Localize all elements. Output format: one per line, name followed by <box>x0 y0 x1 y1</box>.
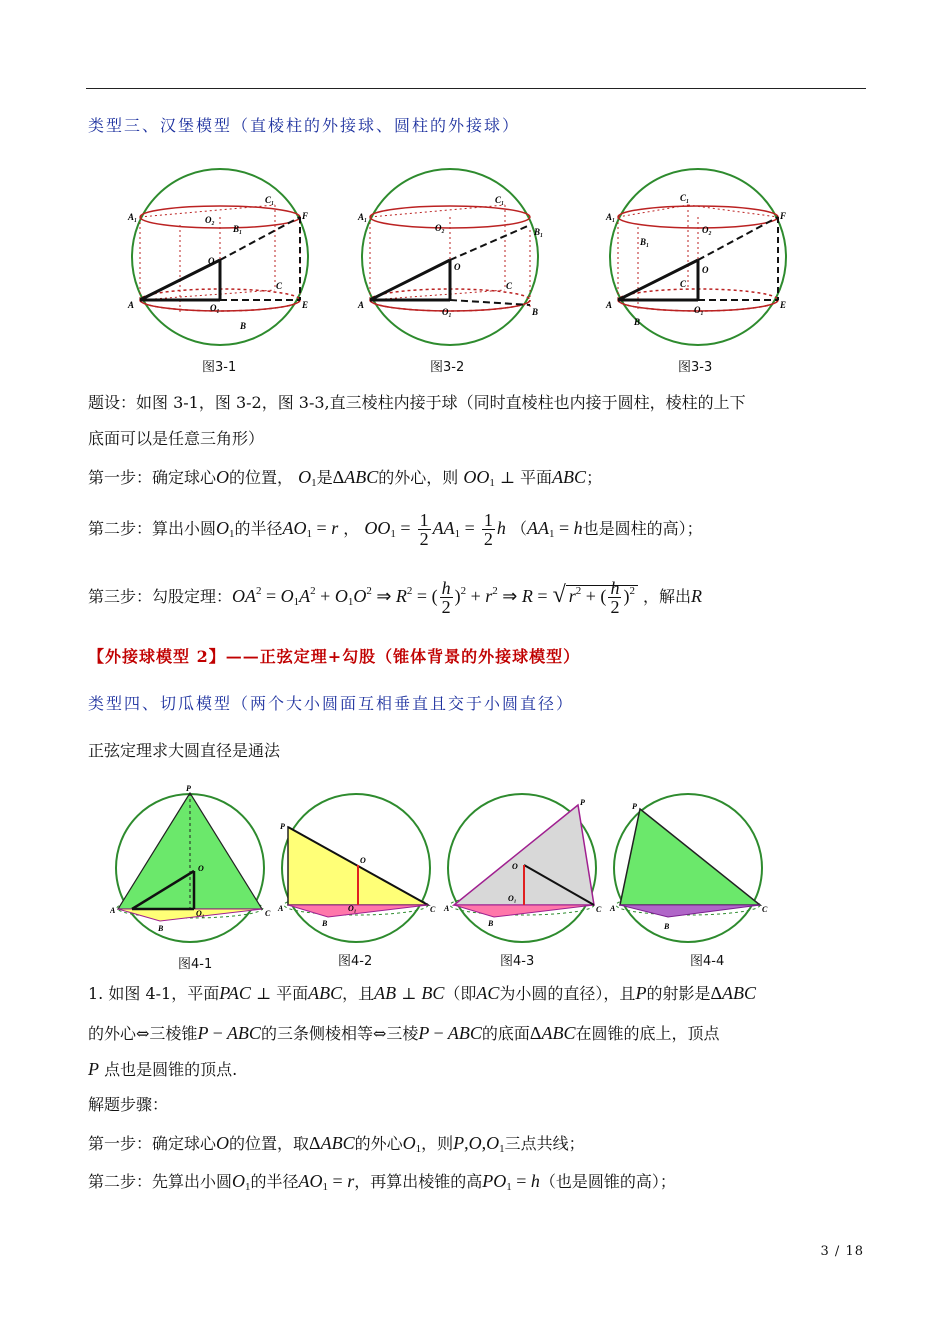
label-O1-4-1: O₁ <box>196 909 205 918</box>
label-F-3-3: F <box>780 211 787 221</box>
label-C-4-1: C <box>265 909 271 918</box>
label-O-4-3: O <box>512 862 518 871</box>
label-B-4-4: B <box>664 922 670 931</box>
p4-l2b: 三棱锥 <box>149 1024 198 1043</box>
figure-4-1 <box>110 784 271 942</box>
p4-l2d: 三棱 <box>386 1024 419 1043</box>
caption-4-2: 图4-2 <box>338 954 373 969</box>
label-A1-3-2: A₁ <box>358 212 368 222</box>
label-E-3-1: E <box>302 300 309 310</box>
step3-line: 第三步：勾股定理：$OA^2 = O_1A^2 + O_1O^2$ ⇒ $R^2$ = ( $\frac{h}{2}$ )$^2 + r^2$ ⇒ R = √ $r^2$ + ( $\frac{h}{2}$ )$^2$ ，解出R <box>88 578 703 618</box>
step2-note2: 也是圆柱的高）； <box>582 519 703 538</box>
p4-s1a: 第一步：确定球心 <box>88 1134 217 1153</box>
p4-l2e: 的底面 <box>481 1024 530 1043</box>
label-O2-3-3: O₂ <box>702 225 712 235</box>
label-A-4-2: A <box>278 904 284 913</box>
p4-l1e: 为小圆的直径），且 <box>499 984 636 1003</box>
label-C-3-3: C <box>680 279 687 289</box>
label-F-3-1: F <box>302 211 309 221</box>
figures-3 <box>100 165 820 380</box>
problem4-step1: 第一步：确定球心O的位置，取ΔABC的外心$O_1$，则$P,O,O_1$三点共线； <box>88 1133 585 1155</box>
p4-l1d: （即 <box>444 984 477 1003</box>
label-B-4-3: B <box>488 919 494 928</box>
p4-s1e: 三点共线； <box>504 1134 585 1153</box>
figure-3-3 <box>605 169 786 345</box>
header-rule <box>86 88 866 89</box>
label-O-3-3: O <box>702 265 709 275</box>
label-E-3-3: E <box>780 300 787 310</box>
label-O1-3-3: O₁ <box>694 305 704 315</box>
p4-s1b: 的位置，取 <box>229 1134 310 1153</box>
caption-4-3: 图4-3 <box>500 954 535 969</box>
step1-prefix: 第一步：确定球心 <box>88 468 217 487</box>
step1-end: ； <box>586 468 603 487</box>
problem4-line3: P 点也是圆锥的顶点. <box>88 1059 238 1079</box>
figure-3-2 <box>357 169 543 345</box>
label-C-3-2: C <box>506 281 513 291</box>
label-O-3-2: O <box>454 262 461 272</box>
figure-4-4 <box>609 794 768 942</box>
label-P-4-4: P <box>632 802 637 811</box>
label-A-4-1: A <box>110 906 116 915</box>
problem4-line4: 解题步骤： <box>88 1095 169 1114</box>
p4-l2f: 在圆锥的底上，顶点 <box>575 1024 720 1043</box>
label-A-3-1: A <box>128 300 135 310</box>
figure-4-3 <box>443 794 602 942</box>
p4-l1a: 1. 如图 4-1，平面 <box>88 984 220 1003</box>
label-B-3-2: B <box>532 307 539 317</box>
label-A-3-2: A <box>358 300 365 310</box>
label-B-3-3: B <box>634 317 641 327</box>
label-B-4-2: B <box>322 919 328 928</box>
caption-3-1: 图3-1 <box>202 360 237 375</box>
label-B1-3-3: B₁ <box>640 237 650 247</box>
step1-line: 第一步：确定球心O的位置， $O_1$是ΔABC的外心，则 $OO_1$ ⊥ 平面ABC； <box>88 467 603 489</box>
p4-l3a: 点也是圆锥的顶点. <box>104 1060 238 1079</box>
step1-mid2: 是 <box>316 468 333 487</box>
p4-s2c: ，再算出棱锥的高 <box>354 1172 483 1191</box>
label-C-4-3: C <box>596 905 602 914</box>
label-A-4-4: A <box>610 904 616 913</box>
label-P-4-1: P <box>186 784 191 793</box>
label-O2-3-1: O₂ <box>205 215 215 225</box>
problem4-line1: 1. 如图 4-1，平面PAC ⊥ 平面ABC，且AB ⊥ BC（即AC为小圆的直径），且P的射影是ΔABC <box>88 983 757 1003</box>
model2-title: 【外接球模型 2】——正弦定理+勾股（锥体背景的外接球模型） <box>88 647 581 666</box>
label-B-4-1: B <box>158 924 164 933</box>
label-O-3-1: O <box>208 256 215 266</box>
step1-mid1: 的位置， <box>229 468 294 487</box>
problem3-line1: 题设：如图 3-1，图 3-2，图 3-3,直三棱柱内接于球（同时直棱柱也内接于圆柱，棱柱的上下 <box>88 393 746 412</box>
label-O1-3-2: O₁ <box>442 307 452 317</box>
label-A-4-3: A <box>444 904 450 913</box>
section3-title: 类型三、汉堡模型（直棱柱的外接球、圆柱的外接球） <box>88 116 521 135</box>
label-O-4-2: O <box>360 856 366 865</box>
p4-l1f: 的射影是 <box>646 984 711 1003</box>
label-O1-4-2: O₁ <box>348 904 357 913</box>
label-A1-3-1: A₁ <box>128 212 138 222</box>
figures-4 <box>110 783 810 948</box>
label-P-4-2: P <box>280 822 285 831</box>
step1-mid4: 平面 <box>520 468 553 487</box>
figure-3-1 <box>127 169 308 345</box>
label-B1-3-1: B₁ <box>233 224 243 234</box>
label-C1-3-1: C₁ <box>265 195 275 205</box>
step2-prefix: 第二步：算出小圆 <box>88 519 217 538</box>
caption-3-3: 图3-3 <box>678 360 713 375</box>
label-P-4-3: P <box>580 798 585 807</box>
p4-s2a: 第二步：先算出小圆 <box>88 1172 233 1191</box>
figure-4-2 <box>277 794 436 942</box>
caption-3-2: 图3-2 <box>430 360 465 375</box>
problem4-line2: 的外心⇔三棱锥P − ABC的三条侧棱相等⇔三棱P − ABC的底面ΔABC在圆锥的底上，顶点 <box>88 1023 720 1043</box>
label-O1-4-3: O₁ <box>508 894 517 903</box>
p4-l2c: 的三条侧棱相等 <box>260 1024 373 1043</box>
label-O2-3-2: O₂ <box>435 223 445 233</box>
label-C1-3-3: C₁ <box>680 193 690 203</box>
section4-intro: 正弦定理求大圆直径是通法 <box>88 741 281 760</box>
label-C1-3-2: C₁ <box>495 195 505 205</box>
label-O1-3-1: O₁ <box>210 303 220 313</box>
p4-s1d: ，则 <box>421 1134 454 1153</box>
label-C-4-4: C <box>762 905 768 914</box>
p4-s1c: 的外心 <box>354 1134 403 1153</box>
section4-title: 类型四、切瓜模型（两个大小圆面互相垂直且交于小圆直径） <box>88 694 575 713</box>
step1-mid3: 的外心，则 <box>378 468 459 487</box>
label-C-3-1: C <box>276 281 283 291</box>
problem3-line2: 底面可以是任意三角形） <box>88 429 265 448</box>
label-A1-3-3: A₁ <box>606 212 616 222</box>
p4-s2d: （也是圆锥的高）； <box>539 1172 676 1191</box>
step2-mid1: 的半径 <box>234 519 283 538</box>
label-A-3-3: A <box>606 300 613 310</box>
label-C-4-2: C <box>430 905 436 914</box>
p4-s2b: 的半径 <box>250 1172 299 1191</box>
label-B-3-1: B <box>240 321 247 331</box>
p4-l2a: 的外心 <box>88 1024 137 1043</box>
caption-4-1: 图4-1 <box>178 957 213 972</box>
p4-l1c: ，且 <box>342 984 375 1003</box>
problem4-step2: 第二步：先算出小圆$O_1$的半径$AO_1 = r$，再算出棱锥的高$PO_1 = h$（也是圆锥的高）； <box>88 1171 676 1193</box>
step2-line: 第二步：算出小圆$O_1$的半径$AO_1 = r$ ， $OO_1$ = $\frac{1}{2}$ $AA_1$ = $\frac{1}{2}$ h （$AA_1 = h$也是圆柱的高）； <box>88 510 703 549</box>
step2-note1: （ <box>510 519 527 538</box>
page-number: 3 / 18 <box>820 1244 864 1259</box>
caption-4-4: 图4-4 <box>690 954 725 969</box>
step3-prefix: 第三步：勾股定理： <box>88 587 233 606</box>
label-O-4-1: O <box>198 864 204 873</box>
label-B1-3-2: B₁ <box>534 227 544 237</box>
p4-l1b: 平面 <box>276 984 309 1003</box>
step3-end: ，解出 <box>643 587 692 606</box>
